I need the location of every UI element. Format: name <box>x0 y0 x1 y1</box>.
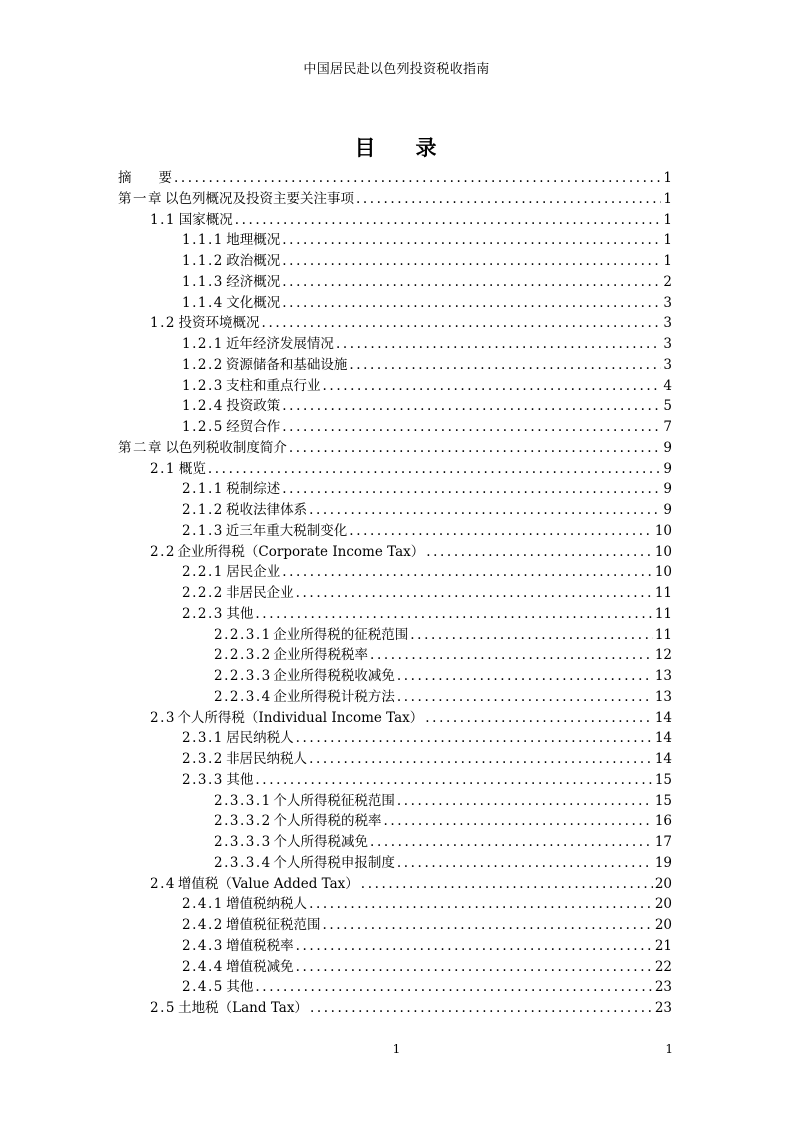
toc-entry-page: 1 <box>663 211 672 228</box>
toc-entry-number: 1.2 <box>150 315 176 332</box>
toc-entry-number: 2.4.5 <box>182 979 224 996</box>
toc-entry-label: 文化概况 <box>226 294 281 311</box>
toc-entry-page: 10 <box>654 522 672 539</box>
toc-entry[interactable] <box>118 957 672 978</box>
toc-entry[interactable] <box>118 874 672 895</box>
toc-dot-leader <box>255 770 652 791</box>
toc-entry-page: 1 <box>663 170 672 186</box>
toc-entry-number: 1.2.1 <box>182 336 224 352</box>
toc-dot-leader <box>296 728 653 749</box>
toc-entry-label: 企业所得税税收减免 <box>273 668 395 684</box>
toc-dot-leader <box>397 687 653 708</box>
toc-entry-number: 1.1 <box>150 211 176 228</box>
toc-entry-label: 近三年重大税制变化 <box>225 522 348 539</box>
toc-entry-label: 投资环境概况 <box>178 315 260 332</box>
toc-dot-leader <box>282 417 661 438</box>
toc-entry-number: 2.2.3 <box>182 605 224 622</box>
toc-entry-number: 2.2.3.4 <box>214 688 272 705</box>
toc-dot-leader <box>296 583 653 604</box>
toc-dot-leader <box>361 874 653 895</box>
toc-entry-page: 17 <box>654 834 672 850</box>
toc-entry[interactable] <box>118 666 672 687</box>
toc-entry-label: 个人所得税申报制度 <box>273 854 395 871</box>
toc-entry[interactable] <box>118 396 672 417</box>
toc-entry-page: 14 <box>654 709 672 726</box>
toc-entry[interactable] <box>118 645 672 666</box>
toc-entry[interactable] <box>118 313 672 334</box>
toc-entry[interactable] <box>118 791 672 812</box>
toc-entry[interactable] <box>118 998 672 1019</box>
toc-title-part2: 录 <box>415 135 439 160</box>
toc-entry-page: 20 <box>654 917 672 933</box>
toc-dot-leader <box>309 749 653 770</box>
toc-dot-leader <box>282 251 661 272</box>
toc-entry[interactable] <box>118 583 672 604</box>
toc-entry-label: 以色列税收制度简介 <box>165 439 287 456</box>
toc-entry-label: 税制综述 <box>226 481 281 498</box>
toc-entry-page: 3 <box>663 336 672 352</box>
toc-dot-leader <box>310 998 653 1019</box>
toc-entry-label: 非居民企业 <box>226 585 294 601</box>
toc-dot-leader <box>397 666 653 687</box>
toc-entry-number: 1.2.4 <box>182 398 224 415</box>
toc-entry-label: 其他 <box>226 605 254 622</box>
toc-entry-label: 企业所得税（Corporate Income Tax） <box>177 543 425 560</box>
toc-entry-label: 增值税征税范围 <box>225 917 321 933</box>
toc-entry[interactable] <box>118 293 672 314</box>
toc-title-part1: 目 <box>354 135 378 160</box>
toc-entry-label: 居民纳税人 <box>226 730 294 747</box>
toc-entry-page: 1 <box>663 232 672 249</box>
toc-entry-page: 22 <box>654 958 672 975</box>
toc-entry-number: 2.2.1 <box>182 564 224 581</box>
toc-entry-label: 个人所得税征税范围 <box>273 792 395 809</box>
toc-entry-number: 1.1.4 <box>182 294 224 311</box>
toc-entry[interactable] <box>118 168 672 189</box>
toc-dot-leader <box>235 210 662 231</box>
footer-page-number-center: 1 <box>392 1042 401 1056</box>
toc-entry-page: 19 <box>654 854 672 871</box>
toc-entry-label: 近年经济发展情况 <box>225 336 334 352</box>
toc-dot-leader <box>349 355 661 376</box>
toc-entry-number: 2.4 <box>150 875 176 892</box>
toc-dot-leader <box>289 438 662 459</box>
toc-entry[interactable] <box>118 251 672 272</box>
toc-dot-leader <box>309 894 653 915</box>
toc-dot-leader <box>370 645 653 666</box>
toc-entry-label: 摘 要 <box>118 170 172 186</box>
toc-dot-leader <box>296 936 653 957</box>
toc-entry-page: 3 <box>663 294 672 311</box>
toc-dot-leader <box>282 293 661 314</box>
toc-entry-page: 3 <box>663 315 672 332</box>
toc-entry-page: 21 <box>654 937 672 954</box>
toc-entry-number: 2.2.2 <box>182 585 224 601</box>
toc-entry[interactable] <box>118 749 672 770</box>
toc-entry[interactable] <box>118 894 672 915</box>
toc-entry-page: 10 <box>654 564 672 581</box>
toc-dot-leader <box>370 832 653 853</box>
toc-entry-label: 增值税（Value Added Tax） <box>177 875 359 892</box>
toc-entry[interactable] <box>118 189 672 210</box>
toc-entry-number: 第一章 <box>118 190 163 207</box>
toc-dot-leader <box>174 168 661 189</box>
toc-entry-label: 其他 <box>226 979 254 996</box>
toc-dot-leader <box>282 230 661 251</box>
toc-entry[interactable] <box>118 230 672 251</box>
toc-entry-label: 个人所得税（Individual Income Tax） <box>177 709 424 726</box>
toc-entry-number: 1.1.2 <box>182 253 224 269</box>
toc-entry-page: 9 <box>663 460 672 477</box>
toc-entry-number: 2.2.3.3 <box>214 668 272 684</box>
toc-dot-leader <box>282 479 661 500</box>
toc-title <box>0 132 793 162</box>
toc-entry-number: 2.4.2 <box>182 917 224 933</box>
toc-entry-label: 税收法律体系 <box>226 502 308 518</box>
toc-dot-leader <box>410 625 653 646</box>
toc-entry-page: 20 <box>654 875 672 892</box>
running-header: 中国居民赴以色列投资税收指南 <box>303 62 490 77</box>
toc-entry[interactable] <box>118 376 672 397</box>
toc-entry-page: 2 <box>663 273 672 290</box>
toc-entry[interactable] <box>118 210 672 231</box>
toc-entry[interactable] <box>118 915 672 936</box>
toc-entry-number: 1.2.2 <box>182 356 224 373</box>
toc-entry-label: 增值税减免 <box>226 958 294 975</box>
toc-entry-page: 13 <box>654 668 672 684</box>
toc-dot-leader <box>262 313 662 334</box>
toc-entry-number: 2.3.2 <box>182 751 224 767</box>
toc-entry-label: 增值税税率 <box>226 937 294 954</box>
toc-entry-label: 土地税（Land Tax） <box>178 1000 308 1016</box>
toc-entry-number: 1.2.3 <box>182 377 224 394</box>
toc-entry-label: 支柱和重点行业 <box>226 377 321 394</box>
toc-entry-number: 2.3.3.4 <box>214 854 272 871</box>
toc-dot-leader <box>336 334 661 355</box>
toc-entry-page: 20 <box>654 896 672 913</box>
footer-page-number-right: 1 <box>665 1042 673 1056</box>
toc-entry-number: 2.3.3.2 <box>214 813 272 830</box>
toc-entry-page: 7 <box>663 419 672 435</box>
toc-dot-leader <box>322 915 652 936</box>
toc-entry[interactable] <box>118 272 672 293</box>
toc-entry[interactable] <box>118 708 672 729</box>
toc-entry-page: 14 <box>654 751 672 767</box>
toc-entry[interactable] <box>118 479 672 500</box>
toc-dot-leader <box>425 708 653 729</box>
toc-entry-number: 第二章 <box>118 439 163 456</box>
toc-dot-leader <box>356 189 661 210</box>
toc-entry[interactable] <box>118 977 672 998</box>
toc-entry-number: 2.3.3.1 <box>214 792 272 809</box>
toc-entry-page: 11 <box>654 605 672 622</box>
toc-entry-page: 12 <box>654 647 672 664</box>
toc-dot-leader <box>323 376 662 397</box>
toc-entry-label: 非居民纳税人 <box>226 751 308 767</box>
toc-dot-leader <box>255 977 652 998</box>
table-of-contents <box>118 168 672 1019</box>
toc-entry[interactable] <box>118 770 672 791</box>
toc-dot-leader <box>397 853 653 874</box>
toc-entry-page: 9 <box>663 502 672 518</box>
toc-entry-label: 企业所得税的征税范围 <box>273 626 409 643</box>
toc-entry-number: 2.3.1 <box>182 730 224 747</box>
toc-dot-leader <box>296 957 653 978</box>
toc-dot-leader <box>309 500 661 521</box>
toc-entry[interactable] <box>118 334 672 355</box>
toc-entry[interactable] <box>118 459 672 480</box>
toc-entry-page: 11 <box>654 585 672 601</box>
toc-entry[interactable] <box>118 500 672 521</box>
toc-entry[interactable] <box>118 438 672 459</box>
toc-entry-number: 2.3.3 <box>182 771 224 788</box>
toc-entry-number: 2.3 <box>150 709 176 726</box>
toc-entry[interactable] <box>118 936 672 957</box>
toc-entry-number: 2.1 <box>150 460 176 477</box>
toc-entry[interactable] <box>118 542 672 563</box>
toc-entry-number: 2.1.1 <box>182 481 224 498</box>
toc-entry[interactable] <box>118 853 672 874</box>
toc-entry-page: 15 <box>654 792 672 809</box>
toc-entry-number: 2.4.3 <box>182 937 224 954</box>
toc-entry-label: 经济概况 <box>226 273 281 290</box>
toc-entry-page: 14 <box>654 730 672 747</box>
toc-entry[interactable] <box>118 417 672 438</box>
toc-entry-page: 1 <box>663 190 672 207</box>
toc-entry[interactable] <box>118 521 672 542</box>
toc-dot-leader <box>349 521 653 542</box>
toc-entry[interactable] <box>118 832 672 853</box>
toc-entry-number: 1.1.1 <box>182 232 224 249</box>
toc-entry-page: 4 <box>663 377 672 394</box>
toc-entry[interactable] <box>118 562 672 583</box>
toc-dot-leader <box>383 811 652 832</box>
toc-entry-label: 其他 <box>226 771 254 788</box>
toc-entry-page: 16 <box>654 813 672 830</box>
toc-entry-label: 国家概况 <box>178 211 233 228</box>
toc-entry-number: 1.2.5 <box>182 419 224 435</box>
toc-entry-label: 增值税纳税人 <box>226 896 308 913</box>
toc-entry-label: 政治概况 <box>226 253 281 269</box>
toc-dot-leader <box>282 396 661 417</box>
toc-entry[interactable] <box>118 811 672 832</box>
toc-entry-number: 2.4.4 <box>182 958 224 975</box>
toc-entry-page: 1 <box>663 253 672 269</box>
toc-entry[interactable] <box>118 355 672 376</box>
toc-entry-label: 地理概况 <box>226 232 281 249</box>
toc-entry-number: 2.4.1 <box>182 896 224 913</box>
toc-entry-label: 个人所得税的税率 <box>273 813 382 830</box>
toc-entry-number: 2.1.3 <box>182 522 224 539</box>
toc-entry-page: 15 <box>654 771 672 788</box>
toc-entry-label: 企业所得税税率 <box>273 647 369 664</box>
toc-entry-page: 11 <box>654 626 672 643</box>
toc-entry-label: 以色列概况及投资主要关注事项 <box>164 190 354 207</box>
toc-entry[interactable] <box>118 687 672 708</box>
toc-dot-leader <box>208 459 662 480</box>
toc-dot-leader <box>282 272 661 293</box>
toc-entry-label: 投资政策 <box>226 398 281 415</box>
toc-entry-number: 2.3.3.3 <box>214 834 272 850</box>
toc-entry-label: 概览 <box>178 460 206 477</box>
toc-entry[interactable] <box>118 728 672 749</box>
toc-entry-page: 13 <box>654 688 672 705</box>
toc-entry-label: 个人所得税减免 <box>273 834 369 850</box>
toc-entry-number: 2.2 <box>150 543 176 560</box>
toc-entry-number: 2.5 <box>150 1000 176 1016</box>
toc-entry-number: 2.1.2 <box>182 502 224 518</box>
toc-dot-leader <box>397 791 653 812</box>
toc-entry-page: 10 <box>654 543 672 560</box>
toc-entry-number: 2.2.3.2 <box>214 647 272 664</box>
toc-entry[interactable] <box>118 625 672 646</box>
toc-entry-page: 23 <box>654 1000 672 1016</box>
toc-entry-label: 居民企业 <box>226 564 281 581</box>
toc-entry-label: 资源储备和基础设施 <box>225 356 348 373</box>
toc-dot-leader <box>255 604 652 625</box>
toc-entry-page: 9 <box>663 481 672 498</box>
toc-entry-number: 2.2.3.1 <box>214 626 272 643</box>
toc-entry[interactable] <box>118 604 672 625</box>
toc-entry-page: 9 <box>663 439 672 456</box>
toc-dot-leader <box>426 542 653 563</box>
toc-entry-number: 1.1.3 <box>182 273 224 290</box>
toc-dot-leader <box>282 562 653 583</box>
toc-entry-label: 企业所得税计税方法 <box>273 688 395 705</box>
toc-entry-page: 5 <box>663 398 672 415</box>
toc-entry-page: 23 <box>654 979 672 996</box>
toc-entry-label: 经贸合作 <box>226 419 281 435</box>
toc-entry-page: 3 <box>663 356 672 373</box>
